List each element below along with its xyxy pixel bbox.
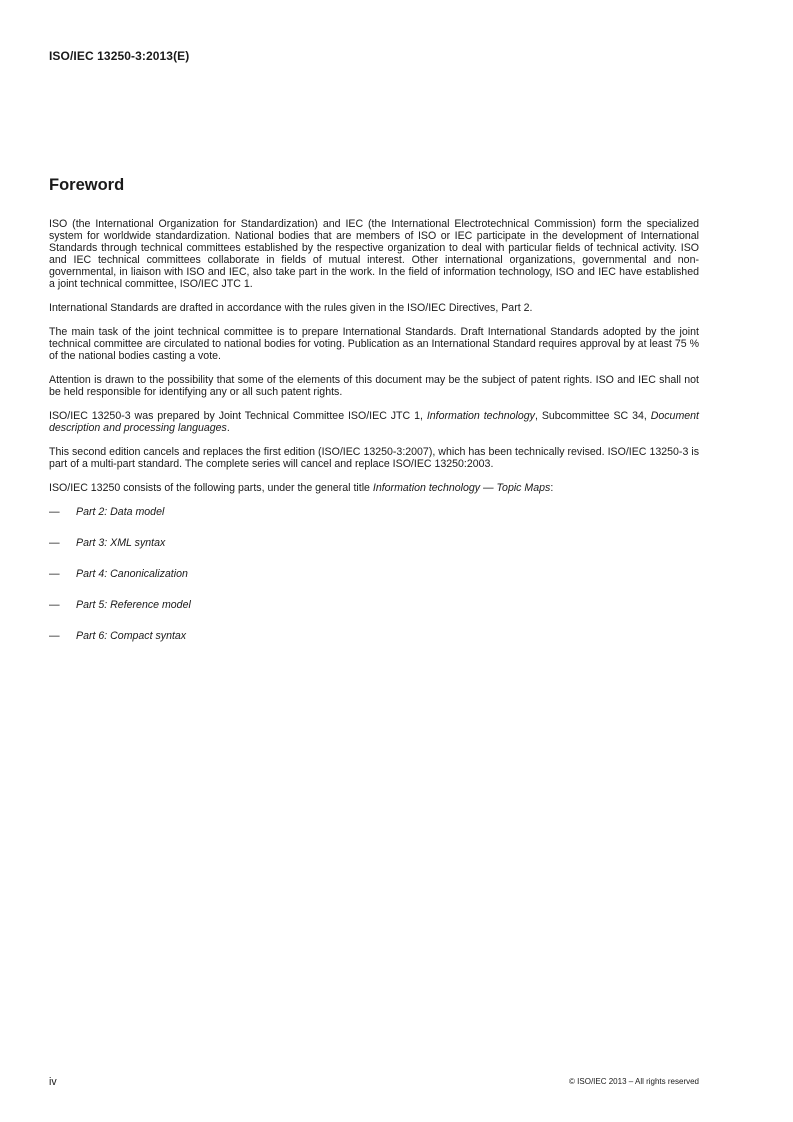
copyright-notice: © ISO/IEC 2013 – All rights reserved bbox=[569, 1077, 699, 1086]
prepared-by-text: ISO/IEC 13250-3 was prepared by Joint Technical Committee ISO/IEC JTC 1, bbox=[49, 410, 427, 422]
list-item bbox=[49, 506, 699, 518]
list-item bbox=[49, 599, 699, 611]
paragraph-edition: This second edition cancels and replaces the first edition (ISO/IEC 13250-3:2007), which has been technically revised. ISO/IEC 13250-3 is part of a multi-part standard. The complete series will cancel and replace ISO/IEC 13250:2003. bbox=[49, 446, 699, 470]
part-title: Part 6: Compact syntax bbox=[76, 630, 187, 642]
paragraph-patent-notice: Attention is drawn to the possibility that some of the elements of this document may be the subject of patent rights. ISO and IEC shall not be held responsible for identifying any or all such patent rights. bbox=[49, 374, 699, 398]
prepared-by-subcommittee-title: Document description and processing languages bbox=[49, 410, 700, 434]
foreword-heading: Foreword bbox=[49, 176, 125, 194]
page-number: iv bbox=[49, 1076, 57, 1088]
paragraph-prepared-by bbox=[49, 410, 699, 434]
prepared-by-period: . bbox=[226, 422, 230, 434]
list-dash: — bbox=[49, 568, 60, 580]
document-id-header: ISO/IEC 13250-3:2013(E) bbox=[49, 49, 190, 63]
list-item bbox=[49, 537, 699, 549]
list-dash: — bbox=[49, 599, 60, 611]
paragraph-main-task: The main task of the joint technical committee is to prepare International Standards. Draft International Standards adopted by the joint technical committee are circulated to national bodies for voting. Publication as an International Standard requires approval by at least 75 % of the national bodies casting a vote. bbox=[49, 326, 699, 362]
list-dash: — bbox=[49, 537, 60, 549]
parts-general-title: Information technology — Topic Maps bbox=[372, 482, 551, 494]
list-dash: — bbox=[49, 630, 60, 642]
prepared-by-committee-title: Information technology bbox=[426, 410, 535, 422]
paragraph-iso-iec-intro: ISO (the International Organization for Standardization) and IEC (the International Electrotechnical Commission) form the specialized system for worldwide standardization. National bodies that are members of ISO or IEC participate in the development of International Standards through technical committees established by the respective organization to deal with particular fields of technical activity. ISO and IEC technical committees collaborate in fields of mutual interest. Other international organizations, governmental and non-governmental, in liaison with ISO and IEC, also take part in the work. In the field of information technology, ISO and IEC have established a joint technical committee, ISO/IEC JTC 1. bbox=[49, 218, 699, 290]
list-item bbox=[49, 568, 699, 580]
parts-list bbox=[49, 506, 699, 642]
part-title: Part 3: XML syntax bbox=[76, 537, 166, 549]
paragraph-directives: International Standards are drafted in accordance with the rules given in the ISO/IEC Directives, Part 2. bbox=[49, 302, 533, 314]
part-title: Part 2: Data model bbox=[76, 506, 165, 518]
part-title: Part 5: Reference model bbox=[76, 599, 191, 611]
parts-intro-colon: : bbox=[550, 482, 554, 494]
list-item bbox=[49, 630, 699, 642]
foreword-body bbox=[49, 218, 699, 661]
parts-intro-text: ISO/IEC 13250 consists of the following parts, under the general title bbox=[49, 482, 373, 494]
list-dash: — bbox=[49, 506, 60, 518]
part-title: Part 4: Canonicalization bbox=[76, 568, 188, 580]
prepared-by-subcommittee: , Subcommittee SC 34, bbox=[534, 410, 651, 422]
paragraph-parts-intro bbox=[49, 482, 699, 494]
